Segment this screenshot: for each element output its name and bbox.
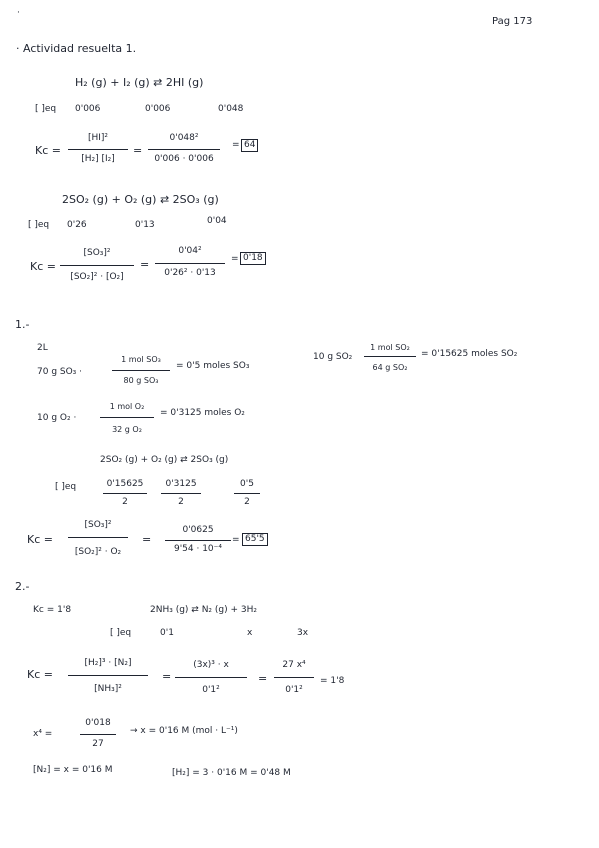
eq2-conc-o2: 0'13 — [135, 220, 155, 230]
p1-conv3-den: 32 g O₂ — [112, 425, 142, 434]
p1-fraction-bar — [68, 537, 128, 538]
p1-conv2-left: 10 g SO₂ — [313, 352, 353, 362]
p2-x4-left: x⁴ = — [33, 729, 53, 739]
p1-conv3-bar — [100, 417, 154, 418]
eq2-conc-so3: 0'04 — [207, 216, 227, 226]
eq1-den: [H₂] [I₂] — [81, 154, 115, 164]
eq2-den-val: 0'26² · 0'13 — [164, 268, 216, 278]
eq2-conc-so2: 0'26 — [67, 220, 87, 230]
eq2-num-val: 0'04² — [178, 246, 202, 256]
p2-conc-h2: 3x — [297, 628, 309, 638]
p2-den2: 0'1² — [202, 685, 220, 695]
p2-ceq-label: [ ]eq — [110, 628, 132, 638]
p1-result-eq: = — [232, 535, 240, 545]
p1-conv1-right: = 0'5 moles SO₃ — [176, 361, 250, 371]
p1-c3-num: 0'5 — [240, 479, 254, 489]
p2-kc-label: Kc = — [27, 668, 53, 681]
p1-num-val: 0'0625 — [182, 525, 214, 535]
page-number: Pag 173 — [492, 16, 533, 27]
p1-conv1-left: 70 g SO₃ · — [37, 367, 83, 377]
section-title: · Actividad resuelta 1. — [16, 42, 137, 55]
p2-num2: (3x)³ · x — [193, 660, 229, 670]
p1-result: 65'5 — [242, 533, 268, 546]
p2-fraction-bar — [68, 675, 148, 676]
p2-eq-sign-2: = — [258, 672, 268, 685]
problem1-label: 1.- — [15, 318, 30, 331]
p2-x-result: → x = 0'16 M (mol · L⁻¹) — [130, 726, 238, 736]
p1-num: [SO₃]² — [84, 520, 112, 530]
eq1-val-bar — [148, 149, 220, 150]
p1-conv2-den: 64 g SO₂ — [372, 363, 408, 372]
eq1-result-eq: = — [232, 140, 240, 150]
p1-c2-bar — [161, 493, 201, 494]
p2-reaction: 2NH₃ (g) ⇄ N₂ (g) + 3H₂ — [150, 605, 257, 615]
p1-c2-den: 2 — [178, 497, 184, 507]
p2-x4-num: 0'018 — [85, 718, 111, 728]
eq1-num-val: 0'048² — [169, 133, 199, 143]
eq1-eq-sign: = — [133, 144, 143, 157]
eq1-conc-h2: 0'006 — [75, 104, 101, 114]
p1-c3-bar — [234, 493, 260, 494]
p1-ceq-label: [ ]eq — [55, 482, 77, 492]
eq1-kc-label: Kc = — [35, 144, 61, 157]
p2-result: = 1'8 — [320, 676, 345, 686]
p1-conv2-num: 1 mol SO₂ — [370, 343, 410, 352]
p1-conv1-num: 1 mol SO₃ — [121, 355, 161, 364]
p2-x4-den: 27 — [92, 739, 104, 749]
eq2-den: [SO₂]² · [O₂] — [70, 272, 124, 282]
eq1-result: 64 — [241, 139, 258, 152]
eq1-reaction: H₂ (g) + I₂ (g) ⇄ 2HI (g) — [75, 76, 204, 89]
p1-conv2-right: = 0'15625 moles SO₂ — [421, 349, 518, 359]
eq2-kc-label: Kc = — [30, 260, 56, 273]
eq2-reaction: 2SO₂ (g) + O₂ (g) ⇄ 2SO₃ (g) — [62, 193, 219, 206]
p1-conv3-right: = 0'3125 moles O₂ — [160, 408, 245, 418]
p2-kc-given: Kc = 1'8 — [33, 605, 72, 615]
p1-conv2-bar — [364, 356, 416, 357]
eq1-fraction-bar — [68, 149, 128, 150]
corner-mark: · — [17, 8, 20, 18]
p1-c1-num: 0'15625 — [106, 479, 144, 489]
p2-conc-nh3: 0'1 — [160, 628, 174, 638]
p2-h2-line: [H₂] = 3 · 0'16 M = 0'48 M — [172, 768, 291, 778]
p2-eq-sign-1: = — [162, 670, 172, 683]
eq1-conc-hi: 0'048 — [218, 104, 244, 114]
p1-den-val: 9'54 · 10⁻⁴ — [173, 544, 223, 554]
p2-bar3 — [274, 677, 314, 678]
eq2-fraction-bar — [60, 265, 134, 266]
eq1-num: [HI]² — [87, 133, 109, 143]
eq2-val-bar — [155, 263, 225, 264]
p1-val-bar — [165, 540, 231, 541]
eq1-ceq-label: [ ]eq — [35, 104, 57, 114]
p1-c1-bar — [103, 493, 147, 494]
p1-conv1-den: 80 g SO₃ — [123, 376, 159, 385]
eq2-eq-sign: = — [140, 258, 150, 271]
p2-num3: 27 x⁴ — [282, 660, 306, 670]
p1-conv3-left: 10 g O₂ · — [37, 413, 77, 423]
p1-eq-sign: = — [142, 533, 152, 546]
p1-kc-label: Kc = — [27, 533, 53, 546]
eq2-result: 0'18 — [240, 252, 266, 265]
p1-den: [SO₂]² · O₂ — [74, 547, 122, 557]
p1-conv3-num: 1 mol O₂ — [109, 402, 145, 411]
p2-bar2 — [175, 677, 247, 678]
eq2-num: [SO₃]² — [83, 248, 111, 258]
p2-conc-n2: x — [247, 628, 253, 638]
p1-reaction: 2SO₂ (g) + O₂ (g) ⇄ 2SO₃ (g) — [100, 455, 229, 465]
problem1-volume: 2L — [37, 343, 48, 353]
problem2-label: 2.- — [15, 580, 30, 593]
eq2-result-eq: = — [231, 254, 239, 264]
eq1-conc-i2: 0'006 — [145, 104, 171, 114]
p2-den3: 0'1² — [285, 685, 303, 695]
p2-x4-bar — [80, 734, 116, 735]
p1-c2-num: 0'3125 — [165, 479, 197, 489]
eq1-den-val: 0'006 · 0'006 — [154, 154, 214, 164]
eq2-ceq-label: [ ]eq — [28, 220, 50, 230]
p2-den: [NH₃]² — [94, 684, 122, 694]
p1-c1-den: 2 — [122, 497, 128, 507]
p1-c3-den: 2 — [244, 497, 250, 507]
p2-num: [H₂]³ · [N₂] — [84, 658, 132, 668]
p2-n2-line: [N₂] = x = 0'16 M — [33, 765, 113, 775]
p1-conv1-bar — [112, 370, 170, 371]
